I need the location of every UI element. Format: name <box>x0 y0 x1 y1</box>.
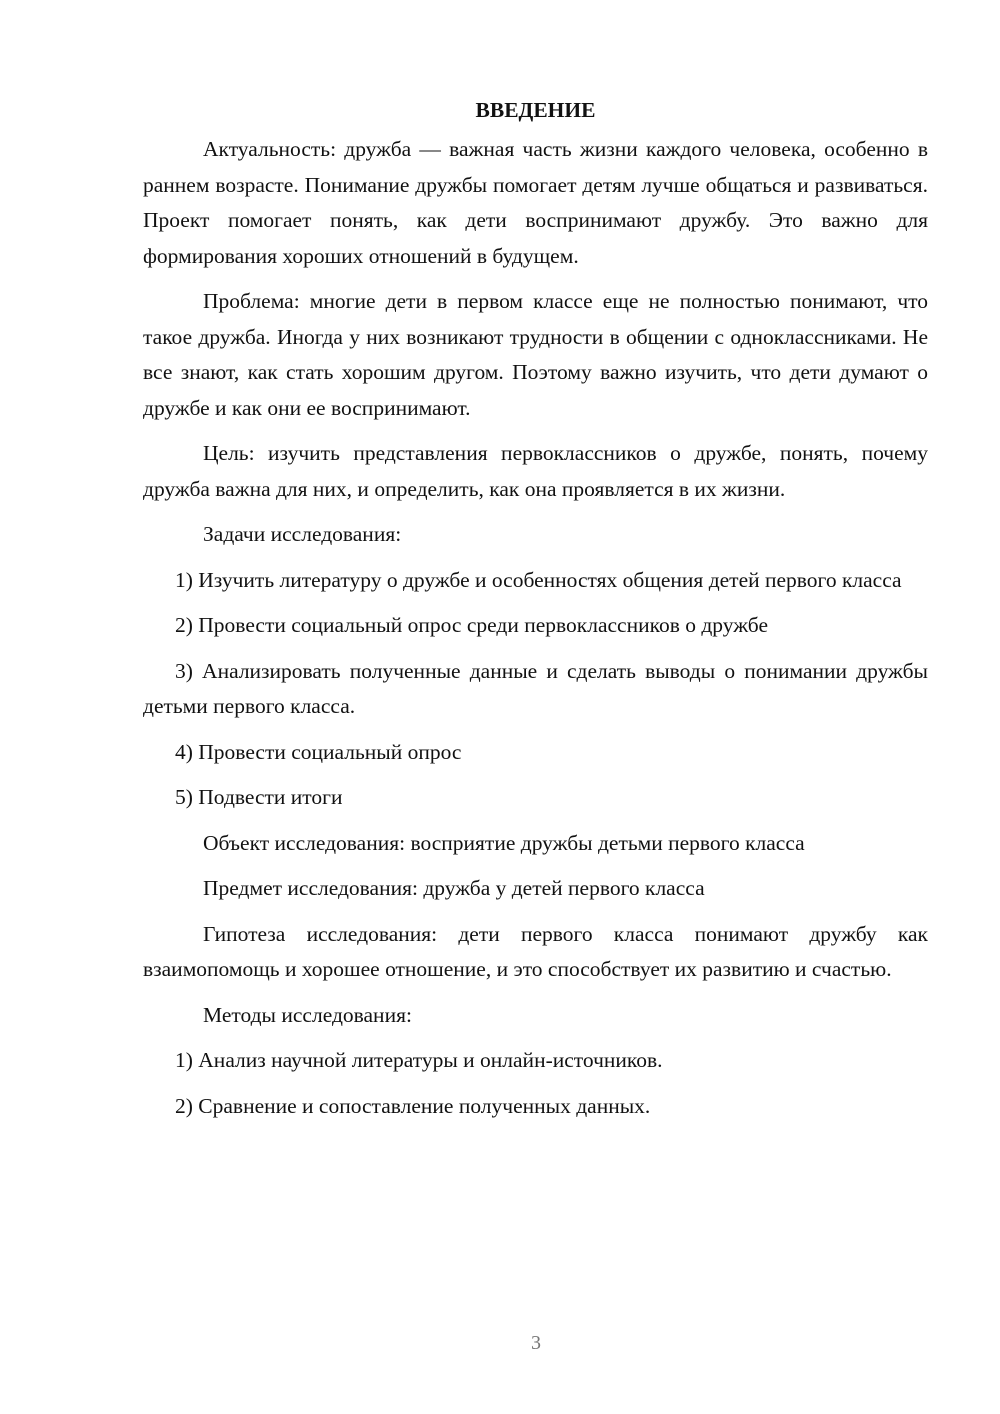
task-item-4: 4) Провести социальный опрос <box>175 739 462 764</box>
paragraph-methods-heading: Методы исследования: <box>203 1002 412 1027</box>
paragraph-goal: Цель: изучить представления первоклассников о дружбе, понять, почему дружба важна для них, и определить, как она проявляется в их жизни. <box>143 441 928 501</box>
paragraph-subject: Предмет исследования: дружба у детей первого класса <box>203 876 705 900</box>
method-item-2: 2) Сравнение и сопоставление полученных данных. <box>175 1093 651 1118</box>
task-item-1: 1) Изучить литературу о дружбе и особенностях общения детей первого класса <box>175 567 902 592</box>
paragraph-problem: Проблема: многие дети в первом классе еще не полностью понимают, что такое дружба. Иногда у них возникают трудности в общении с одноклассниками. Не все знают, как стать хорошим другом. Поэтому важно изучить, что дети думают о дружбе и как они ее воспринимают. <box>143 289 928 420</box>
task-item-2: 2) Провести социальный опрос среди первоклассников о дружбе <box>175 613 768 637</box>
task-item-5: 5) Подвести итоги <box>175 785 343 809</box>
task-item-3: 3) Анализировать полученные данные и сделать выводы о понимании дружбы детьми первого класса. <box>143 658 928 718</box>
section-title: ВВЕДЕНИЕ <box>475 98 596 122</box>
page-number: 3 <box>531 1332 541 1354</box>
paragraph-hypothesis: Гипотеза исследования: дети первого класса понимают дружбу как взаимопомощь и хорошее отношение, и это способствует их развитию и счастью. <box>143 921 928 981</box>
paragraph-tasks-heading: Задачи исследования: <box>203 522 402 546</box>
paragraph-relevance: Актуальность: дружба — важная часть жизни каждого человека, особенно в раннем возрасте. Понимание дружбы помогает детям лучше общаться и развиваться. Проект помогает понять, как дети воспринимают дружбу. Это важно для формирования хороших отношений в будущем. <box>143 137 928 268</box>
paragraph-object: Объект исследования: восприятие дружбы детьми первого класса <box>203 830 805 855</box>
page-content <box>143 92 928 1134</box>
method-item-1: 1) Анализ научной литературы и онлайн-источников. <box>175 1048 663 1072</box>
